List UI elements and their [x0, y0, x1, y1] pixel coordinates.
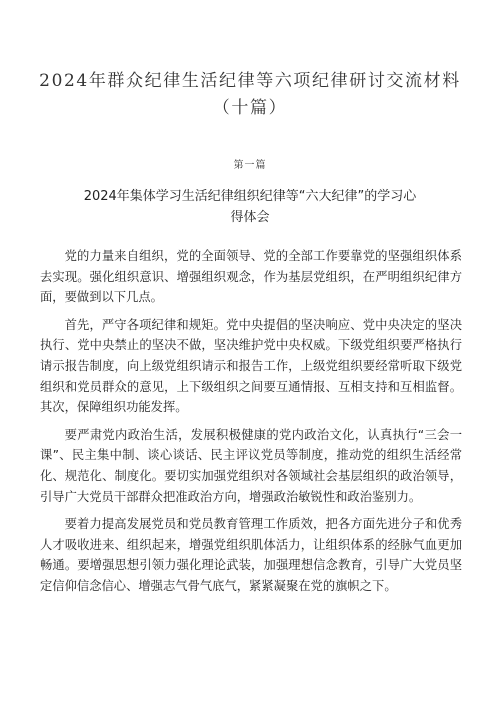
document-title-line: 2024年群众纪律生活纪律等六项纪律研讨交流材料 — [39, 71, 461, 91]
body-paragraph: 要着力提高发展党员和党员教育管理工作质效，把各方面先进分子和优秀人才吸收进来、组织起来，增强党组织肌体活力，让组织体系的经脉气血更加畅通。要增强思想引领力强化理论武装，加强理想信念教育，引导广大党员坚定信仰信念信心、增强志气骨气底气，紧紧凝聚在党的旗帜之下。 — [40, 517, 462, 593]
article-body — [40, 246, 462, 604]
article-title-line: 2024年集体学习生活纪律组织纪律等“六大纪律”的学习心 — [83, 189, 417, 204]
article-title-line: 得体会 — [230, 210, 270, 225]
document-title — [0, 68, 500, 122]
section-label: 第一篇 — [233, 160, 267, 171]
article-title — [60, 186, 440, 228]
body-paragraph: 党的力量来自组织，党的全面领导、党的全部工作要靠党的坚强组织体系去实现。强化组织意识、增强组织观念，作为基层党组织，在严明组织纪律方面，要做到以下几点。 — [40, 249, 462, 305]
body-paragraph: 要严肃党内政治生活，发展积极健康的党内政治文化，认真执行“三会一课”、民主集中制、谈心谈话、民主评议党员等制度，推动党的组织生活经常化、规范化、制度化。要切实加强党组织对各领域社会基层组织的政治领导，引导广大党员干部群众把准政治方向，增强政治敏锐性和政治鉴别力。 — [40, 427, 462, 504]
body-paragraph: 首先，严守各项纪律和规矩。党中央提倡的坚决响应、党中央决定的坚决执行、党中央禁止的坚决不做，坚决维护党中央权威。下级党组织要严格执行请示报告制度，向上级党组织请示和报告工作，上级党组织要经常听取下级党组织和党员群众的意见，上下级组织之间要互通情报、互相支持和互相监督。其次，保障组织功能发挥。 — [40, 317, 462, 415]
document-title-subtitle: （十篇） — [212, 98, 288, 118]
